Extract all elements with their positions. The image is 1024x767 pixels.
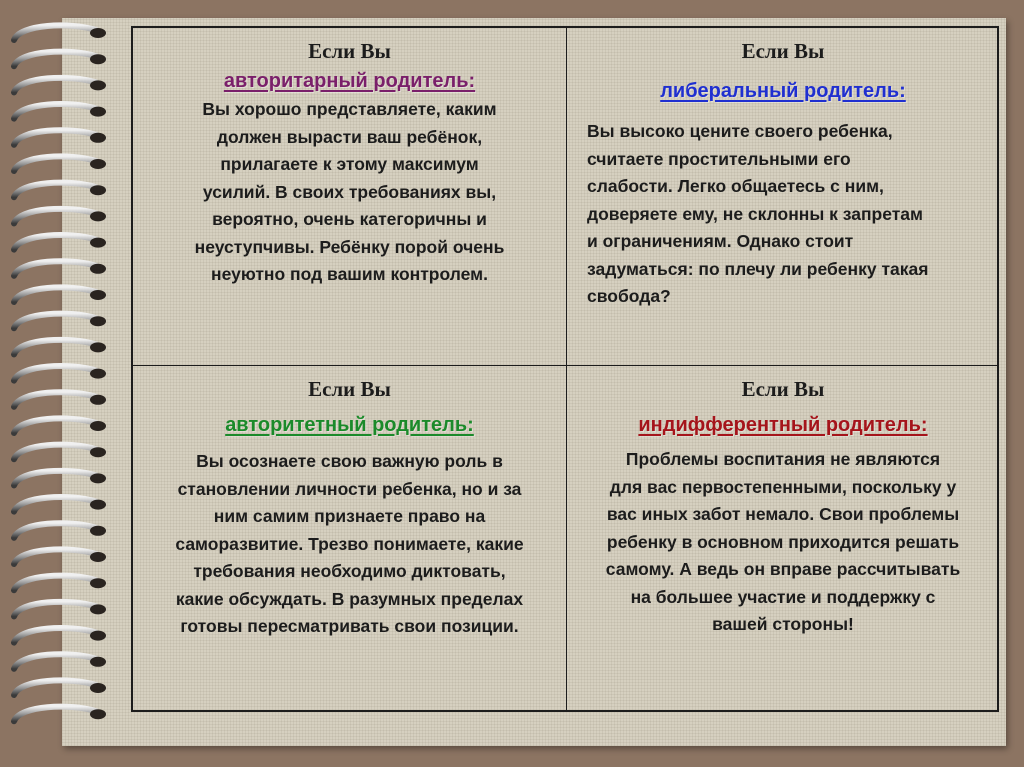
binding-hole-icon	[90, 421, 106, 431]
binding-hole-icon	[90, 159, 106, 169]
binding-hole-icon	[90, 342, 106, 352]
cell-lead: Если Вы	[308, 377, 391, 401]
cell-liberal	[567, 28, 999, 366]
binding-hole-icon	[90, 631, 106, 641]
binding-hole-icon	[90, 657, 106, 667]
binding-hole-icon	[90, 447, 106, 457]
cell-description: Вы высоко цените своего ребенка, считаете простительными его слабости. Легко общаетесь с ним, доверяете ему, не склонны к запретам и ограничениям. Однако стоит задуматься: по плечу ли ребенку такая свобода?	[587, 121, 929, 306]
spiral-ring-icon	[14, 314, 96, 329]
binding-hole-icon	[90, 604, 106, 614]
spiral-ring-icon	[14, 418, 96, 433]
spiral-ring-icon	[14, 654, 96, 669]
spiral-ring-icon	[14, 209, 96, 224]
spiral-ring-icon	[14, 628, 96, 643]
cell-authoritative	[133, 366, 567, 710]
cell-authoritarian	[133, 28, 567, 366]
spiral-ring-icon	[14, 25, 96, 40]
spiral-ring-icon	[14, 104, 96, 119]
cell-indifferent	[567, 366, 999, 710]
spiral-ring-icon	[14, 576, 96, 591]
cell-style-title: авторитарный родитель:	[223, 70, 476, 92]
cell-description: Проблемы воспитания не являются для вас первостепенными, поскольку у вас иных забот немало. Свои проблемы ребенку в основном приходится решать самому. А ведь он вправе рассчитывать на большее участие и поддержку с вашей стороны!	[605, 449, 961, 634]
binding-hole-icon	[90, 133, 106, 143]
spiral-ring-icon	[14, 602, 96, 617]
cell-style-title: либеральный родитель:	[660, 80, 906, 102]
spiral-ring-icon	[14, 340, 96, 355]
spiral-ring-icon	[14, 497, 96, 512]
binding-hole-icon	[90, 107, 106, 117]
binding-hole-icon	[90, 395, 106, 405]
binding-hole-icon	[90, 28, 106, 38]
spiral-ring-icon	[14, 52, 96, 67]
binding-hole-icon	[90, 369, 106, 379]
binding-hole-icon	[90, 500, 106, 510]
spiral-ring-icon	[14, 445, 96, 460]
binding-hole-icon	[90, 683, 106, 693]
spiral-ring-icon	[14, 156, 96, 171]
spiral-ring-icon	[14, 183, 96, 198]
spiral-ring-icon	[14, 366, 96, 381]
binding-hole-icon	[90, 211, 106, 221]
binding-hole-icon	[90, 316, 106, 326]
binding-hole-icon	[90, 238, 106, 248]
spiral-ring-icon	[14, 471, 96, 486]
binding-hole-icon	[90, 80, 106, 90]
cell-lead: Если Вы	[741, 377, 825, 401]
spiral-ring-icon	[14, 130, 96, 145]
parenting-styles-table	[131, 26, 999, 712]
spiral-ring-icon	[14, 235, 96, 250]
cell-lead: Если Вы	[741, 39, 825, 63]
binding-hole-icon	[90, 473, 106, 483]
spiral-ring-icon	[14, 549, 96, 564]
cell-style-title: авторитетный родитель:	[225, 414, 474, 436]
binding-hole-icon	[90, 709, 106, 719]
spiral-ring-icon	[14, 392, 96, 407]
binding-hole-icon	[90, 552, 106, 562]
cell-lead: Если Вы	[308, 39, 391, 63]
spiral-ring-icon	[14, 78, 96, 93]
binding-hole-icon	[90, 290, 106, 300]
binding-hole-icon	[90, 54, 106, 64]
spiral-ring-icon	[14, 680, 96, 695]
binding-hole-icon	[90, 578, 106, 588]
binding-hole-icon	[90, 526, 106, 536]
binding-hole-icon	[90, 264, 106, 274]
cell-description: Вы осознаете свою важную роль в становлении личности ребенка, но и за ним самим признаете право на саморазвитие. Трезво понимаете, какие требования необходимо диктовать, какие обсуждать. В разумных пределах готовы пересматривать свои позиции.	[175, 451, 524, 636]
spiral-ring-icon	[14, 261, 96, 276]
spiral-binding-icon	[0, 0, 130, 767]
spiral-ring-icon	[14, 707, 96, 722]
cell-description: Вы хорошо представляете, каким должен вырасти ваш ребёнок, прилагаете к этому максимум усилий. В своих требованиях вы, вероятно, очень категоричны и неуступчивы. Ребёнку порой очень неуютно под вашим контролем.	[194, 99, 505, 284]
spiral-ring-icon	[14, 523, 96, 538]
binding-hole-icon	[90, 185, 106, 195]
spiral-ring-icon	[14, 287, 96, 302]
cell-style-title: индифферентный родитель:	[638, 414, 928, 436]
